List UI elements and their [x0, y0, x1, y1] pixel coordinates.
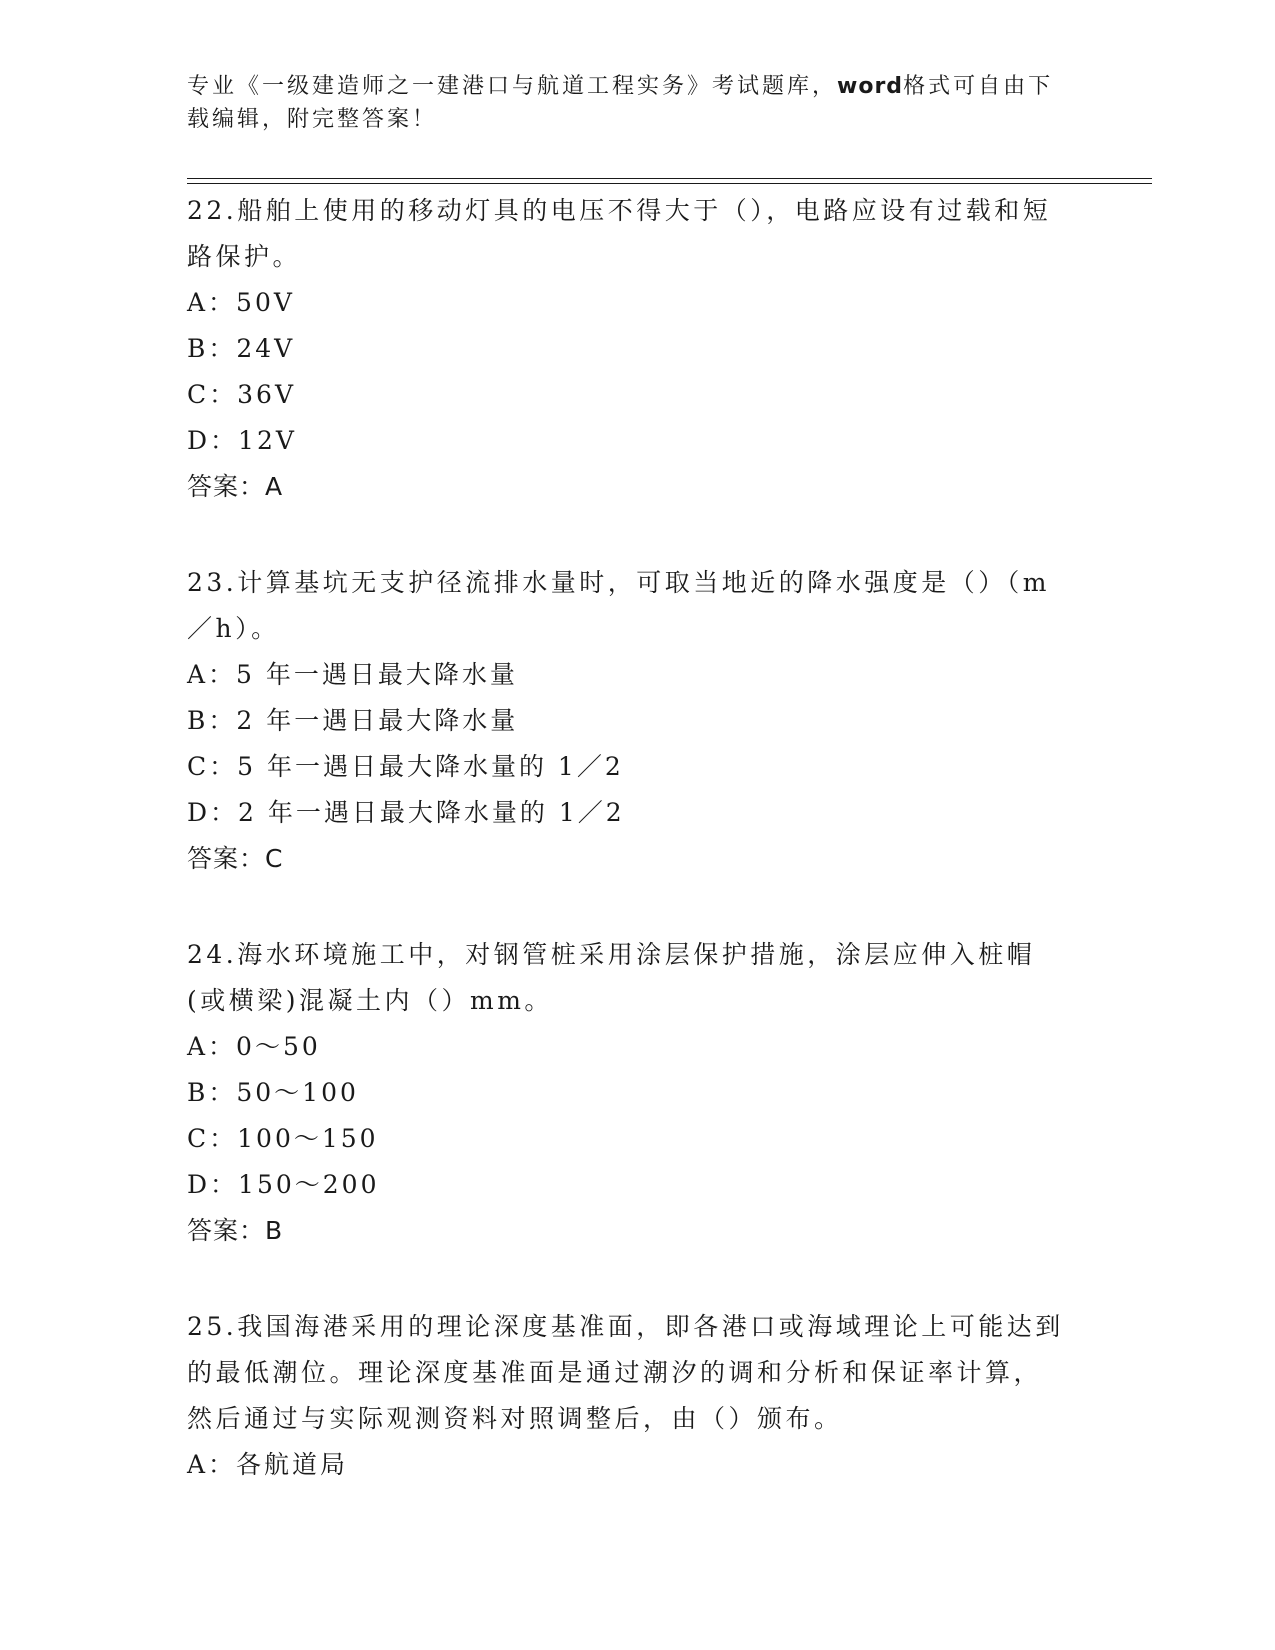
option-a: A：0～50 — [187, 1032, 321, 1061]
option-c: C：36V — [187, 380, 296, 409]
question-24 — [187, 932, 1067, 1254]
option-c: C：5 年一遇日最大降水量的 1／2 — [187, 752, 624, 781]
answer-label: 答案： — [187, 844, 266, 873]
question-stem: 25.我国海港采用的理论深度基准面，即各港口或海域理论上可能达到的最低潮位。理论深度基准面是通过潮汐的调和分析和保证率计算，然后通过与实际观测资料对照调整后，由（）颁布。 — [187, 1312, 1064, 1433]
header-divider-bottom — [187, 183, 1152, 184]
header-format-word: word — [837, 74, 904, 99]
option-d: D：150～200 — [187, 1170, 380, 1199]
option-a: A：各航道局 — [187, 1450, 349, 1479]
option-a: A：5 年一遇日最大降水量 — [187, 660, 518, 689]
question-23 — [187, 560, 1067, 882]
header-divider-top — [187, 178, 1152, 179]
option-b: B：50～100 — [187, 1078, 359, 1107]
answer-value: C — [265, 844, 284, 873]
question-stem: 23.计算基坑无支护径流排水量时，可取当地近的降水强度是（）（m／h）。 — [187, 568, 1050, 643]
answer-label: 答案： — [187, 472, 266, 501]
answer-value: A — [265, 472, 284, 501]
option-b: B：24V — [187, 334, 296, 363]
answer-line — [187, 464, 1067, 510]
header-intro-text: 专业《一级建造师之一建港口与航道工程实务》考试题库， — [187, 74, 838, 99]
header-intro-text-end: 格式可自由下载编辑，附完整答案！ — [187, 74, 1054, 132]
question-stem: 22.船舶上使用的移动灯具的电压不得大于（），电路应设有过载和短路保护。 — [187, 196, 1052, 271]
option-c: C：100～150 — [187, 1124, 379, 1153]
question-list — [187, 188, 1067, 1538]
option-d: D：12V — [187, 426, 297, 455]
option-a: A：50V — [187, 288, 295, 317]
answer-line — [187, 1208, 1067, 1254]
answer-value: B — [265, 1216, 284, 1245]
document-header — [187, 70, 1067, 136]
option-d: D：2 年一遇日最大降水量的 1／2 — [187, 798, 625, 827]
option-b: B：2 年一遇日最大降水量 — [187, 706, 519, 735]
answer-label: 答案： — [187, 1216, 266, 1245]
question-stem: 24.海水环境施工中，对钢管桩采用涂层保护措施，涂层应伸入桩帽(或横梁)混凝土内（）mm。 — [187, 940, 1036, 1015]
question-25 — [187, 1304, 1067, 1488]
question-22 — [187, 188, 1067, 510]
answer-line — [187, 836, 1067, 882]
